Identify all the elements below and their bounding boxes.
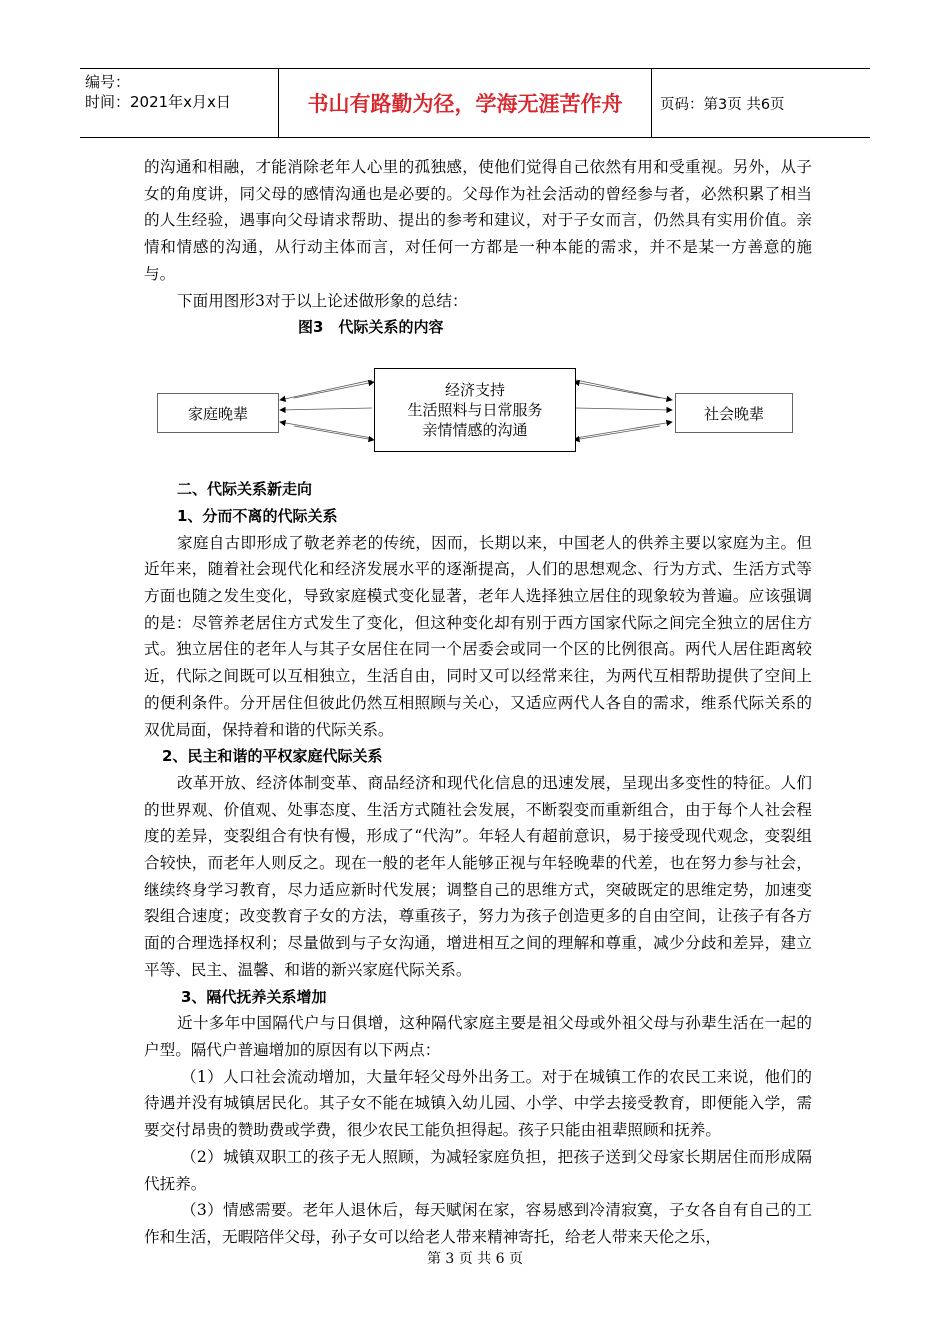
figure-caption: 图3 代际关系的内容	[298, 318, 444, 337]
arrow-right-1	[576, 380, 672, 400]
arrow-in-right-3	[574, 426, 660, 440]
motto: 书山有路勤为径，学海无涯苦作舟	[279, 69, 652, 137]
content-emotional-communication: 亲情情感的沟通	[422, 421, 528, 439]
arrow-left-3	[280, 422, 372, 438]
paragraph-1: 的沟通和相融，才能消除老年人心里的孤独感，使他们觉得自己依然有用和受重视。另外，从子女的角度讲，同父母的感情沟通也是必要的。父母作为社会活动的曾经参与者，必然积累了相当的人生经验，遇事向父母请求帮助、提出的参考和建议，对于子女而言，仍然具有实用价值。亲情和情感的沟通，从行动主体而言，对任何一方都是一种本能的需求，并不是某一方善意的施与。	[144, 158, 812, 283]
arrow-in-left-1	[294, 382, 374, 398]
page-header	[80, 68, 870, 138]
family-juniors-box: 家庭晚辈	[157, 393, 279, 433]
subheading-1: 1、分而不离的代际关系	[177, 506, 338, 525]
paragraph-5: 近十多年中国隔代户与日俱增，这种隔代家庭主要是祖父母或外祖父母与孙辈生活在一起的户型。隔代户普遍增加的原因有以下两点：	[144, 1014, 812, 1059]
arrow-right-3	[576, 422, 672, 438]
paragraph-3: 家庭自古即形成了敬老养老的传统，因而，长期以来，中国老人的供养主要以家庭为主。但近年来，随着社会现代化和经济发展水平的逐渐提高，人们的思想观念、行为方式、生活方式等方面也随之发生变化，导致家庭模式变化显著，老年人选择独立居住的现象较为普遍。应该强调的是：尽管养老居住方式发生了变化，但这种变化却有别于西方国家代际之间完全独立的居住方式。独立居住的老年人与其子女居住在同一个居委会或同一个区的比例很高。两代人居住距离较近，代际之间既可以互相独立，生活自由，同时又可以经常来往，为两代互相帮助提供了空间上的便利条件。分开居住但彼此仍然互相照顾与关心，又适应两代人各自的需求，维系代际关系的双优局面，保持着和谐的代际关系。	[144, 533, 812, 739]
subheading-3: 3、隔代抚养关系增加	[181, 987, 327, 1006]
content-daily-care: 生活照料与日常服务	[407, 401, 543, 419]
page-code: 页码：第3页 共6页	[660, 96, 785, 113]
paragraph-8: （3）情感需要。老年人退休后，每天赋闲在家，容易感到冷清寂寞，子女各自有自己的工作和生活，无暇陪伴父母，孙子女可以给老人带来精神寄托，给老人带来天伦之乐，	[144, 1201, 812, 1246]
arrow-in-left-3	[294, 426, 374, 440]
relationship-diagram	[144, 360, 812, 460]
arrow-left-1	[280, 380, 372, 400]
header-meta	[80, 69, 279, 137]
document-body	[144, 154, 812, 1251]
relationship-content-box	[374, 368, 576, 452]
paragraph-7: （2）城镇双职工的孩子无人照顾，为减轻家庭负担，把孩子送到父母家长期居住而形成隔代抚养。	[144, 1147, 812, 1193]
arrow-left-2	[280, 408, 372, 410]
paragraph-4: 改革开放、经济体制变革、商品经济和现代化信息的迅速发展，呈现出多变性的特征。人们的世界观、价值观、处事态度、生活方式随社会发展，不断裂变而重新组合，由于每个人社会程度的差异，变裂组合有快有慢，形成了“代沟”。年轻人有超前意识，易于接受现代观念，变裂组合较快，而老年人则反之。现在一般的老年人能够正视与年轻晚辈的代差，也在努力参与社会，继续终身学习教育，尽力适应新时代发展；调整自己的思维方式，突破既定的思维定势，加速变裂组合速度；改变教育子女的方法，尊重孩子，努力为孩子创造更多的自由空间，让孩子有各方面的合理选择权利；尽量做到与子女沟通，增进相互之间的理解和尊重，减少分歧和差异，建立平等、民主、温馨、和谐的新兴家庭代际关系。	[144, 773, 812, 979]
paragraph-6: （1）人口社会流动增加，大量年轻父母外出务工。对于在城镇工作的农民工来说，他们的待遇并没有城镇居民化。其子女不能在城镇入幼儿园、小学、中学去接受教育，即便能入学，需要交付昂贵的赞助费或学费，很少农民工能负担得起。孩子只能由祖辈照顾和抚养。	[144, 1067, 812, 1140]
arrow-in-right-1	[574, 382, 660, 398]
paragraph-2: 下面用图形3对于以上论述做形象的总结：	[177, 291, 468, 310]
number-label: 编号：	[85, 73, 131, 91]
arrow-right-2	[576, 408, 672, 410]
subheading-2: 2、民主和谐的平权家庭代际关系	[162, 747, 383, 766]
page-footer: 第 3 页 共 6 页	[426, 1251, 524, 1267]
society-juniors-box: 社会晚辈	[675, 393, 793, 433]
time-label: 时间：2021年x月x日	[85, 93, 231, 111]
content-economic-support: 经济支持	[444, 381, 505, 399]
section-heading-2: 二、代际关系新走向	[177, 480, 313, 499]
